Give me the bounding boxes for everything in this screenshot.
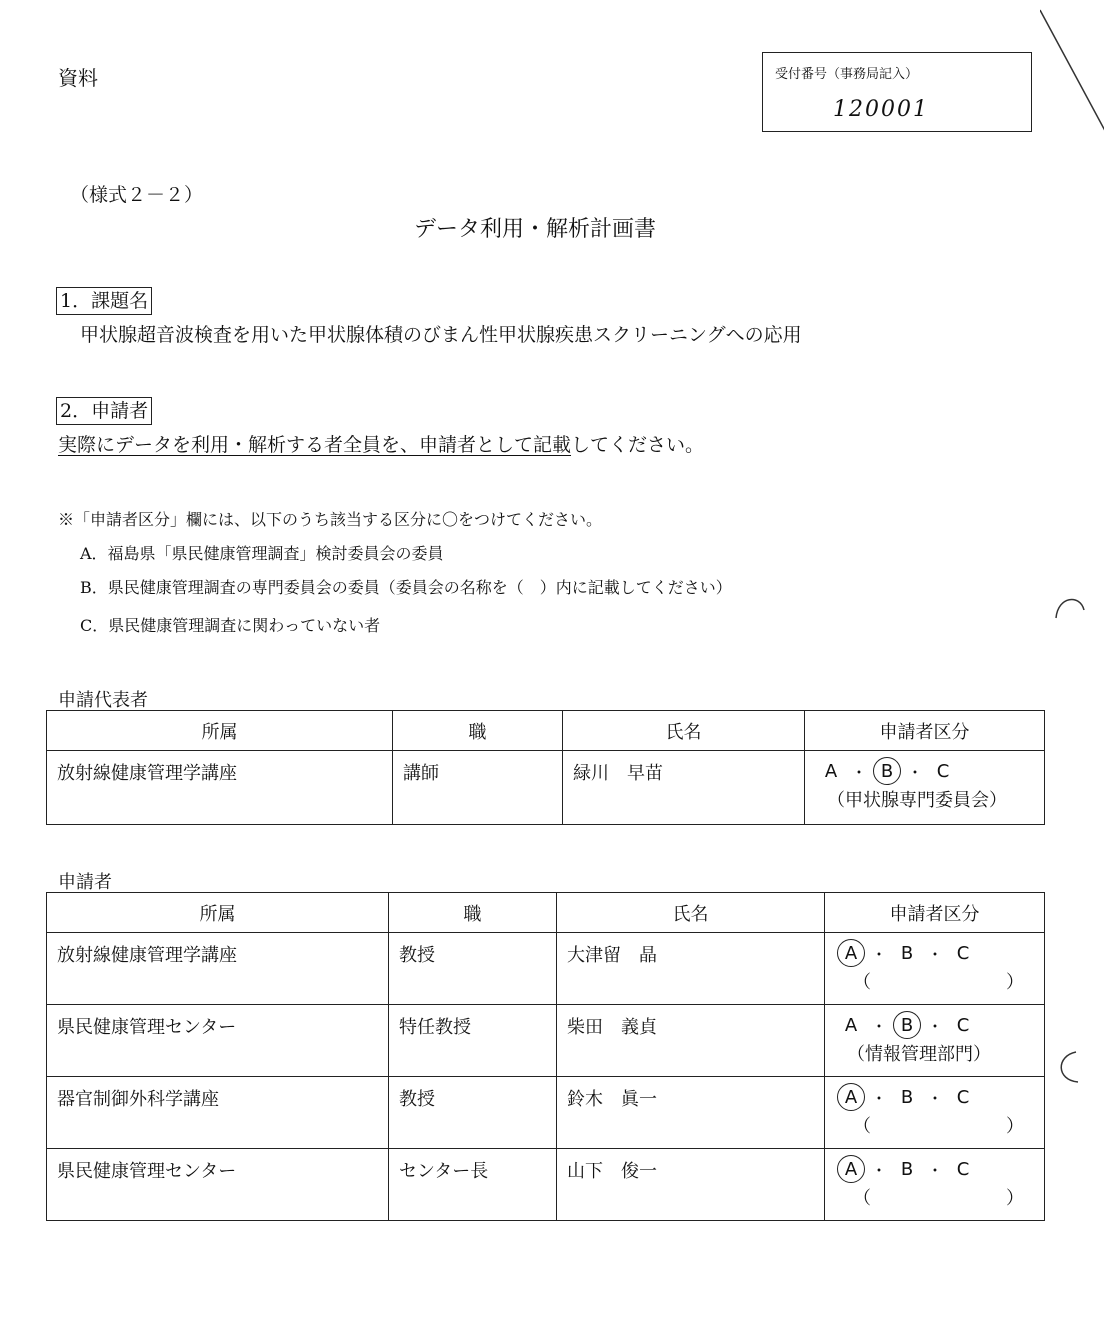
category-separator: ・: [871, 1016, 888, 1036]
header-name: 氏名: [557, 893, 825, 933]
category-options: [837, 939, 1032, 967]
category-options: [817, 757, 1032, 785]
category-separator: ・: [927, 1088, 944, 1108]
section1-heading: [56, 287, 152, 315]
position-cell: 教授: [389, 1077, 557, 1149]
header-category: 申請者区分: [825, 893, 1045, 933]
category-separator: ・: [871, 944, 888, 964]
category-cell: [825, 1005, 1045, 1077]
category-separator: ・: [851, 762, 868, 782]
document-title: データ利用・解析計画書: [414, 217, 657, 242]
project-title: 甲状腺超音波検査を用いた甲状腺体積のびまん性甲状腺疾患スクリーニングへの応用: [80, 324, 802, 346]
section1-heading-text: 1．課題名: [56, 287, 152, 315]
section2-heading-text: 2．申請者: [56, 397, 152, 425]
header-affiliation: 所属: [47, 893, 389, 933]
category-note-item-c: C．県民健康管理調査に関わっていない者: [80, 616, 381, 635]
category-options: [837, 1083, 1032, 1111]
affiliation-cell: 放射線健康管理学講座: [47, 933, 389, 1005]
committee-blank: [837, 967, 1032, 995]
margin-arc-mark-2: [1052, 1048, 1092, 1088]
table-row: [47, 751, 1045, 825]
category-separator: ・: [871, 1088, 888, 1108]
section2-instruction-rest: してください。: [571, 434, 705, 456]
position-cell: センター長: [389, 1149, 557, 1221]
name-cell: 大津留 晶: [557, 933, 825, 1005]
representative-table: [46, 710, 1045, 825]
committee-blank: [837, 1111, 1032, 1139]
representative-caption: 申請代表者: [58, 690, 148, 711]
category-cell: [825, 933, 1045, 1005]
receipt-number-box: [762, 52, 1032, 132]
name-cell: 柴田 義貞: [557, 1005, 825, 1077]
category-option-a-circled: A: [837, 1083, 865, 1111]
category-option-a-circled: A: [837, 1155, 865, 1183]
category-option-c: C: [956, 1086, 970, 1108]
header-position: 職: [389, 893, 557, 933]
category-option-a: A: [824, 760, 838, 782]
category-option-c: C: [956, 942, 970, 964]
category-note-item-a: A．福島県「県民健康管理調査」検討委員会の委員: [80, 544, 444, 563]
category-option-c: C: [956, 1158, 970, 1180]
affiliation-cell: 放射線健康管理学講座: [47, 751, 393, 825]
table-row: [47, 1077, 1045, 1149]
receipt-number-label: 受付番号（事務局記入）: [775, 67, 919, 82]
paren-close: ）: [1006, 972, 1024, 993]
affiliation-cell: 県民健康管理センター: [47, 1005, 389, 1077]
category-cell: [805, 751, 1045, 825]
position-cell: 教授: [389, 933, 557, 1005]
category-option-a-circled: A: [837, 939, 865, 967]
header-name: 氏名: [563, 711, 805, 751]
paren-open: （: [853, 1188, 871, 1209]
table-row: [47, 1005, 1045, 1077]
category-separator: ・: [907, 762, 924, 782]
section2-instruction: [58, 430, 704, 457]
category-option-b: B: [900, 942, 914, 964]
affiliation-cell: 県民健康管理センター: [47, 1149, 389, 1221]
committee-name: （情報管理部門）: [847, 1044, 991, 1065]
name-cell: 緑川 早苗: [563, 751, 805, 825]
header-affiliation: 所属: [47, 711, 393, 751]
header-position: 職: [393, 711, 563, 751]
category-option-b-circled: B: [893, 1011, 921, 1039]
form-number: （様式２－２）: [70, 184, 204, 206]
category-separator: ・: [927, 1160, 944, 1180]
category-separator: ・: [871, 1160, 888, 1180]
category-options: [837, 1011, 1032, 1039]
paren-open: （: [853, 1116, 871, 1137]
diagonal-scan-line: [1040, 0, 1104, 140]
category-option-b: B: [900, 1158, 914, 1180]
receipt-number-value: 120001: [833, 97, 929, 122]
category-option-a: A: [844, 1014, 858, 1036]
category-separator: ・: [927, 944, 944, 964]
paren-open: （: [853, 972, 871, 993]
category-option-c: C: [956, 1014, 970, 1036]
document-label: 資料: [58, 66, 98, 90]
committee-name: （甲状腺専門委員会）: [827, 790, 1007, 811]
position-cell: 講師: [393, 751, 563, 825]
name-cell: 山下 俊一: [557, 1149, 825, 1221]
paren-close: ）: [1006, 1116, 1024, 1137]
category-note-item-b: B．県民健康管理調査の専門委員会の委員（委員会の名称を（ ）内に記載してください）: [80, 578, 732, 597]
category-option-c: C: [936, 760, 950, 782]
margin-arc-mark: [1050, 590, 1090, 620]
category-options: [837, 1155, 1032, 1183]
committee-blank: [837, 1183, 1032, 1211]
affiliation-cell: 器官制御外科学講座: [47, 1077, 389, 1149]
category-separator: ・: [927, 1016, 944, 1036]
category-cell: [825, 1077, 1045, 1149]
name-cell: 鈴木 眞一: [557, 1077, 825, 1149]
category-cell: [825, 1149, 1045, 1221]
category-option-b-circled: B: [873, 757, 901, 785]
applicants-caption: 申請者: [58, 872, 112, 893]
applicants-table: [46, 892, 1045, 1221]
table-row: [47, 1149, 1045, 1221]
position-cell: 特任教授: [389, 1005, 557, 1077]
section2-instruction-underlined: 実際にデータを利用・解析する者全員を、申請者として記載: [58, 434, 572, 456]
table-row: [47, 933, 1045, 1005]
table-header-row: [47, 711, 1045, 751]
header-category: 申請者区分: [805, 711, 1045, 751]
category-note-intro: ※「申請者区分」欄には、以下のうち該当する区分に〇をつけてください。: [58, 510, 603, 529]
category-option-b: B: [900, 1086, 914, 1108]
section2-heading: [56, 397, 152, 425]
table-header-row: [47, 893, 1045, 933]
paren-close: ）: [1006, 1188, 1024, 1209]
